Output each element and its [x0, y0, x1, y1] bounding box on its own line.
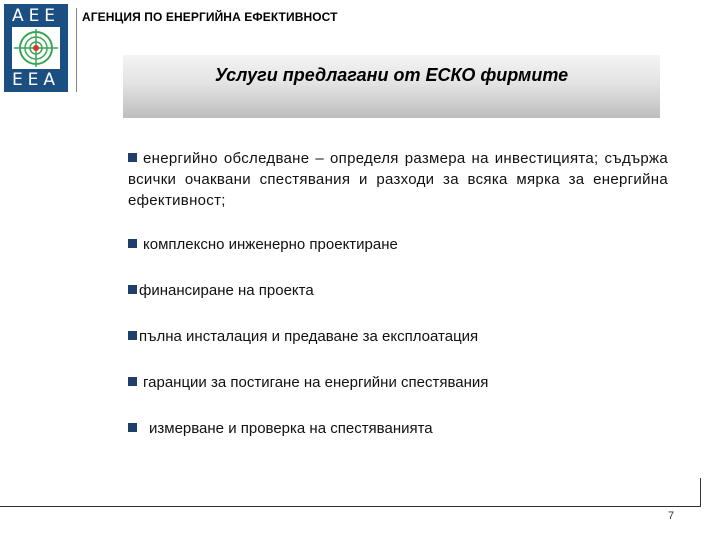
- footer-rule-vertical: [700, 478, 701, 506]
- logo-bottom-text: EEA: [11, 70, 61, 90]
- list-item-text: гаранции за постигане на енергийни спестявания: [143, 374, 489, 391]
- list-item-text: комплексно инженерно проектиране: [143, 236, 398, 253]
- list-item: [128, 418, 668, 439]
- square-bullet-icon: [128, 285, 137, 294]
- list-item: [128, 372, 668, 393]
- list-item-text: измерване и проверка на спестяванията: [149, 420, 433, 437]
- list-item: [128, 148, 668, 211]
- page-title: Услуги предлагани от ЕСКО фирмите: [214, 65, 569, 85]
- page-number: 7: [668, 510, 675, 522]
- list-item: [128, 326, 668, 347]
- logo-top-text: AEE: [11, 6, 61, 26]
- list-item: [128, 280, 668, 301]
- list-item-text: пълна инсталация и предаване за експлоатация: [139, 328, 479, 345]
- square-bullet-icon: [128, 153, 137, 162]
- header-divider: [76, 8, 77, 92]
- agency-logo: [4, 4, 68, 92]
- footer-rule: [0, 506, 701, 507]
- aee-eea-logo-icon: [12, 27, 60, 69]
- square-bullet-icon: [128, 423, 137, 432]
- list-item: [128, 234, 668, 255]
- list-item-text: енергийно обследване – определя размера на инвестицията; съдържа всички очаквани спестявания и разходи за всяка мярка за енергийна ефективност;: [128, 150, 668, 209]
- list-item-text: финансиране на проекта: [139, 282, 314, 299]
- square-bullet-icon: [128, 239, 137, 248]
- square-bullet-icon: [128, 377, 137, 386]
- square-bullet-icon: [128, 331, 137, 340]
- title-banner: [123, 55, 660, 118]
- agency-name: АГЕНЦИЯ ПО ЕНЕРГИЙНА ЕФЕКТИВНОСТ: [82, 10, 338, 24]
